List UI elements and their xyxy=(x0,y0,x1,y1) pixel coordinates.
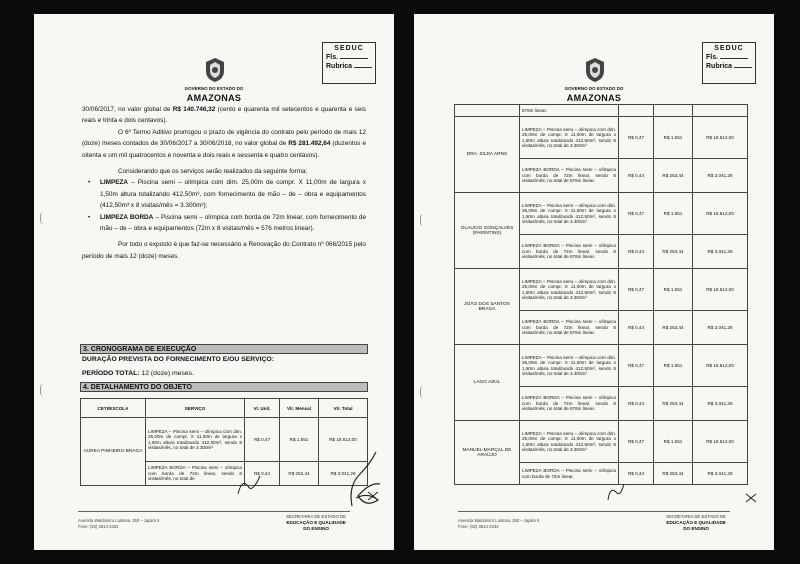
state-crest-icon xyxy=(202,56,228,84)
unit-value: R$ 0,47 xyxy=(245,418,280,462)
unit-value xyxy=(619,105,654,117)
monthly-value: R$ 253,44 xyxy=(280,462,319,486)
footer-secretaria-line: EDUCAÇÃO E QUALIDADE xyxy=(286,520,346,525)
school-name: AUREA PINHEIRO BRAGA xyxy=(81,418,146,486)
document-page-right xyxy=(414,14,774,550)
footer-phone-line: Fone: (92) 3614-2333 xyxy=(458,524,499,529)
monthly-value: R$ 1.551 xyxy=(654,421,693,463)
punch-hole-mark xyxy=(420,386,427,398)
footer-address xyxy=(458,518,539,530)
school-name: MANUEL MARÇAL DE ARAÚJO xyxy=(455,421,520,485)
paragraph-contract-value-2017: 30/06/2017, no valor global de R$ 140.746,32 (cento e quarenta mil setecentos e quarenta e seis reais e trinta e dois centavos). xyxy=(82,106,366,125)
unit-value: R$ 0,44 xyxy=(619,311,654,345)
monthly-value: R$ 253,44 xyxy=(654,463,693,485)
service-desc: LIMPEZA – Piscina semi – olímpica com dim. 25,00m de compr. X 11,00m de largura x 1,50m altura totalizando 412,50m³, sendo 8 visitas/mês, no total de 3.300m³ xyxy=(146,418,245,462)
footer-address xyxy=(78,518,159,530)
unit-value: R$ 0,47 xyxy=(619,269,654,311)
service-desc: LIMPEZA BORDA – Piscina semi – olímpica com borda de 72m linear, sendo 8 visitas/mês, no total de xyxy=(146,462,245,486)
bullet-limpeza-borda: • LIMPEZA BORDA – Piscina semi – olímpica com borda de 72m linear, com fornecimento de mão – de – obra e equipamentos (72m x 8 visitas/mês = 576 metros linear). xyxy=(82,212,366,235)
unit-value: R$ 0,47 xyxy=(619,193,654,235)
table-row xyxy=(455,269,748,311)
col-header-monthly: Vlr. Mensal xyxy=(280,399,319,418)
seduc-stamp xyxy=(322,42,376,84)
monthly-value: R$ 253,44 xyxy=(654,159,693,193)
unit-value: R$ 0,44 xyxy=(245,462,280,486)
period-total: PERÍODO TOTAL: 12 (doze) meses. xyxy=(82,370,194,377)
total-value: R$ 18.612,00 xyxy=(693,345,748,387)
government-label: GOVERNO DO ESTADO DO xyxy=(564,86,624,91)
col-header-service: SERVIÇO xyxy=(146,399,245,418)
punch-hole-mark xyxy=(420,214,427,226)
school-name: JOÃO DOS SANTOS BRAGA xyxy=(455,269,520,345)
paragraph-sixth-amendment: O 6º Termo Aditivo prorrogou o prazo de vigência do contrato pelo período de mais 12 (doze) meses contados de 30/06/2017 a 30/06/2018, no valor global de R$ 281.492,64 (duzentos e oitenta e um mil quatrocentos e noventa e dois reais e sessenta e quatro centavos). xyxy=(82,128,366,159)
footer-address-line: Avenida Waldomiro Lustosa, 250 – Japiim II xyxy=(458,518,540,523)
unit-value: R$ 0,44 xyxy=(619,235,654,269)
bullet-limpeza: • LIMPEZA – Piscina semi – olímpica com dim. 25,00m de compr. X 11,00m de largura x 1,50m altura totalizando 412,50m³, com fornecimento de mão – de – obra e equipamentos (412,50m³ x 8 visitas/mês = 3.300m³); xyxy=(82,177,366,211)
service-desc: LIMPEZA BORDA – Piscina semi – olímpica com borda de 72m linear, sendo 8 visitas/mês, no total de 576m linear. xyxy=(520,159,619,193)
document-body xyxy=(82,104,366,262)
monthly-value: R$ 1.551 xyxy=(654,117,693,159)
unit-value: R$ 0,47 xyxy=(619,345,654,387)
footer-address-line: Avenida Waldomiro Lustosa, 250 – Japiim II xyxy=(78,518,160,523)
table-row xyxy=(455,105,748,117)
monthly-value: R$ 1.551 xyxy=(654,193,693,235)
service-desc: LIMPEZA – Piscina semi – olímpica com dim. 25,00m de compr. X 11,00m de largura x 1,50m altura totalizando 412,50m³, sendo 8 visitas/mês, no total de 3.300m³ xyxy=(520,269,619,311)
total-value: R$ 18.612,00 xyxy=(693,421,748,463)
monthly-value: R$ 1.551 xyxy=(654,345,693,387)
total-value: R$ 18.612,00 xyxy=(693,193,748,235)
total-value: R$ 3.041,28 xyxy=(319,462,368,486)
service-desc: LIMPEZA – Piscina semi – olímpica com dim. 25,00m de compr. X 11,00m de largura x 1,50m altura totalizando 412,50m³, sendo 8 visitas/mês, no total de 3.300m³ xyxy=(520,345,619,387)
footer-phone-line: Fone: (92) 3614-2333 xyxy=(78,524,119,529)
unit-value: R$ 0,44 xyxy=(619,159,654,193)
col-header-school: CETI/ESCOLA xyxy=(81,399,146,418)
stamp-org: SEDUC xyxy=(334,45,364,52)
service-desc: LIMPEZA – Piscina semi – olímpica com dim. 25,00m de compr. X 11,00m de largura x 1,50m altura totalizando 412,50m³, sendo 8 visitas/mês, no total de 3.300m³ xyxy=(520,421,619,463)
footer-secretaria xyxy=(286,514,346,532)
total-value: R$ 3.041,28 xyxy=(693,159,748,193)
service-desc: LIMPEZA BORDA – Piscina semi – olímpica com borda de 72m linear, sendo 8 visitas/mês, no total de 576m linear. xyxy=(520,235,619,269)
stamp-rubrica-label: Rubrica xyxy=(706,63,733,70)
object-detail-table-continued xyxy=(454,104,748,485)
total-value: R$ 3.041,28 xyxy=(693,387,748,421)
monthly-value: R$ 253,44 xyxy=(654,387,693,421)
footer-divider xyxy=(78,511,350,512)
total-value: R$ 18.612,00 xyxy=(693,269,748,311)
seduc-stamp xyxy=(702,42,756,84)
footer-secretaria xyxy=(666,514,726,532)
monthly-value: R$ 1.551 xyxy=(654,269,693,311)
handwritten-signature xyxy=(346,446,386,516)
monthly-value: R$ 1.551 xyxy=(280,418,319,462)
section-4-heading: 4. DETALHAMENTO DO OBJETO xyxy=(80,382,368,392)
monthly-value xyxy=(654,105,693,117)
unit-value: R$ 0,44 xyxy=(619,463,654,485)
school-name: DRA. ZILDA ARNS xyxy=(455,117,520,193)
footer-secretaria-line: SECRETARIA DE ESTADO DE xyxy=(286,514,346,519)
state-crest-icon xyxy=(582,56,608,84)
unit-value: R$ 0,47 xyxy=(619,117,654,159)
stamp-fl-label: Fls. xyxy=(326,54,339,61)
school-name xyxy=(455,105,520,117)
punch-hole-mark xyxy=(40,212,47,224)
stamp-rubrica-label: Rubrica xyxy=(326,63,353,70)
punch-hole-mark xyxy=(40,384,47,396)
footer-secretaria-line: DO ENSINO xyxy=(683,526,709,531)
stamp-fl-label: Fls. xyxy=(706,54,719,61)
monthly-value: R$ 253,44 xyxy=(654,311,693,345)
footer-secretaria-line: SECRETARIA DE ESTADO DE xyxy=(666,514,726,519)
table-row xyxy=(455,421,748,463)
document-page-left xyxy=(34,14,394,550)
table-row xyxy=(455,193,748,235)
monthly-value: R$ 253,44 xyxy=(654,235,693,269)
state-title: AMAZONAS xyxy=(186,93,242,103)
government-label: GOVERNO DO ESTADO DO xyxy=(184,86,244,91)
paragraph-renewal: Por todo o exposto é que faz-se necessário a Renovação do Contrato nº 066/2015 pelo período de mais 12 (doze) meses. xyxy=(82,241,366,260)
state-title: AMAZONAS xyxy=(566,93,622,103)
initials-mark xyxy=(234,472,264,500)
object-detail-table xyxy=(80,398,368,486)
service-desc: LIMPEZA – Piscina semi – olímpica com dim. 25,00m de compr. X 11,00m de largura x 1,50m altura totalizando 412,50m³, sendo 8 visitas/mês, no total de 3.300m³ xyxy=(520,117,619,159)
table-row xyxy=(81,418,368,462)
total-value: R$ 18.612,00 xyxy=(319,418,368,462)
service-desc: 576m linear. xyxy=(520,105,619,117)
school-name: LAGO AZUL xyxy=(455,345,520,421)
check-mark-icon xyxy=(366,490,380,502)
col-header-unit: Vl. Unit. xyxy=(245,399,280,418)
footer-secretaria-line: EDUCAÇÃO E QUALIDADE xyxy=(666,520,726,525)
table-row xyxy=(455,345,748,387)
unit-value: R$ 0,44 xyxy=(619,387,654,421)
total-value: R$ 18.612,00 xyxy=(693,117,748,159)
unit-value: R$ 0,47 xyxy=(619,421,654,463)
check-mark-icon xyxy=(744,492,758,504)
col-header-total: Vlr. Total xyxy=(319,399,368,418)
section-3-heading: 3. CRONOGRAMA DE EXECUÇÃO xyxy=(80,344,368,354)
service-desc: LIMPEZA BORDA – Piscina semi – olímpica com borda de 72m linear, sendo 8 visitas/mês, no total de 576m linear. xyxy=(520,311,619,345)
paragraph-services-intro: Considerando que os serviços serão realizados da seguinte forma: xyxy=(118,168,308,176)
total-value: R$ 3.041,28 xyxy=(693,235,748,269)
initials-mark xyxy=(604,480,628,504)
school-name: GLAUCIO GONÇALVES (PARINTINS) xyxy=(455,193,520,269)
service-desc: LIMPEZA BORDA – Piscina semi – olímpica com borda de 72m linear, xyxy=(520,463,619,485)
total-value: R$ 3.041,28 xyxy=(693,311,748,345)
table-header-row xyxy=(81,399,368,418)
total-value xyxy=(693,105,748,117)
service-desc: LIMPEZA – Piscina semi – olímpica com dim. 25,00m de compr. X 11,00m de largura x 1,50m altura totalizando 412,50m³, sendo 8 visitas/mês, no total de 3.300m³ xyxy=(520,193,619,235)
section-3-subtitle: DURAÇÃO PREVISTA DO FORNECIMENTO E/OU SERVIÇO: xyxy=(82,356,274,363)
footer-divider xyxy=(458,511,730,512)
table-row xyxy=(455,117,748,159)
service-desc: LIMPEZA BORDA – Piscina semi – olímpica com borda de 72m linear, sendo 8 visitas/mês, no total de 576m linear. xyxy=(520,387,619,421)
total-value: R$ 3.041,28 xyxy=(693,463,748,485)
stamp-org: SEDUC xyxy=(714,45,744,52)
footer-secretaria-line: DO ENSINO xyxy=(303,526,329,531)
